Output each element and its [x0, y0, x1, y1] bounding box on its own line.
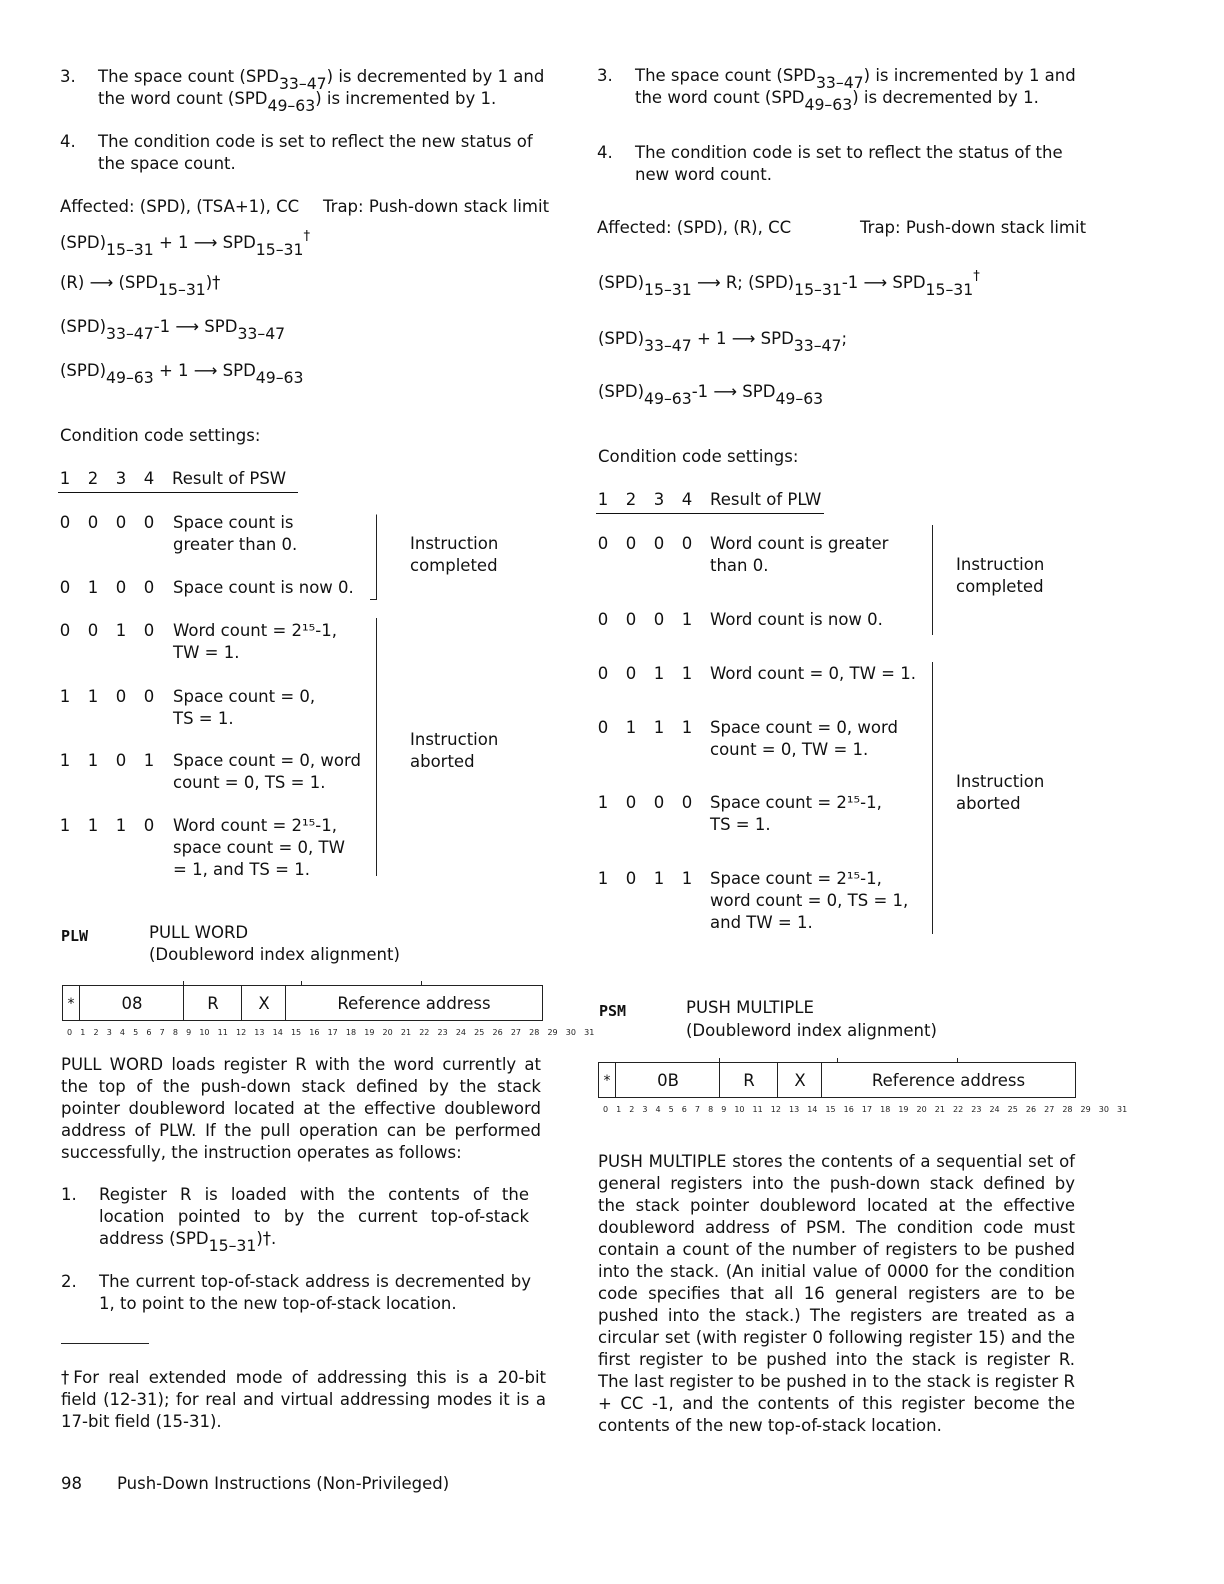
psm-alignment: (Doubleword index alignment): [686, 1021, 937, 1040]
left-cc-row: 0 0 0 0 Space count is greater than 0.: [59, 513, 298, 554]
left-formula-3: $(SPD)_{33-47}-1$ ⟶ $SPD_{33-47}$: [60, 317, 286, 344]
plw-mnemonic: PLW: [61, 927, 89, 945]
right-item-3: 3. The space count $(SPD_{33-47})$ is incremented by 1 and the word count $(SPD_{49-63})$ is decremented by 1.: [597, 66, 1076, 115]
label-instruction-completed: Instruction completed: [956, 555, 1045, 596]
running-footer: Push-Down Instructions (Non-Privileged): [117, 1474, 450, 1493]
right-trap: Trap: Push-down stack limit: [860, 218, 1087, 237]
psm-bit-numbers: 0 1 2 3 4 5 6 7 8 9 10 11 12 13 14 15 16 17 18 19 20 21 22 23 24 25 26 27 28 29 30 31: [603, 1105, 1128, 1114]
left-cc-title: Condition code settings:: [60, 426, 261, 445]
right-cc-row: 1 0 0 0 Space count = 2¹⁵-1, TS = 1.: [597, 793, 882, 834]
left-cc-row: 0 0 1 0 Word count = 2¹⁵-1, TW = 1.: [59, 621, 337, 662]
footnote: †For real extended mode of addressing this is a 20-bit field (12-31); for real and virtual addressing modes it is a 17-bit field (15-31).: [61, 1368, 546, 1431]
brace-aborted: [370, 618, 377, 876]
plw-step-2: 2. The current top-of-stack address is decremented by 1, to point to the new top-of-stack location.: [61, 1272, 531, 1313]
psm-instruction-word: * 0B R X Reference address 0 1 2 3 4 5 6 7 8 9 10 11 12 13 14 15 16 17 18 19 20 21 22 23 24 25 26 27 28 29 30 31: [598, 1062, 1076, 1098]
label-instruction-aborted: Instruction aborted: [956, 772, 1045, 813]
right-cc-title: Condition code settings:: [598, 447, 799, 466]
label-instruction-completed: Instruction completed: [410, 534, 499, 575]
plw-step-1: 1. Register R is loaded with the contents of the location pointed to by the current top-of-stack address $(SPD_{15-31})\dagger$.: [61, 1185, 529, 1256]
label-instruction-aborted: Instruction aborted: [410, 730, 499, 771]
brace-completed: [926, 525, 933, 635]
plw-description: PULL WORD loads register R with the word currently at the top of the push-down stack defined by the stack pointer doubleword located at the effective doubleword address of PLW. If the pull operation can be performed successfully, the instruction operates as follows:: [61, 1055, 541, 1162]
plw-alignment: (Doubleword index alignment): [149, 945, 400, 964]
right-formula-1: $(SPD)_{15-31}$ ⟶ R; $(SPD)_{15-31}-1$ ⟶ $SPD_{15-31}^\dagger$: [598, 269, 980, 300]
psm-name: PUSH MULTIPLE: [686, 998, 814, 1017]
right-formula-2: $(SPD)_{33-47} + 1$ ⟶ $SPD_{33-47}$;: [598, 329, 848, 356]
plw-bit-numbers: 0 1 2 3 4 5 6 7 8 9 10 11 12 13 14 15 16 17 18 19 20 21 22 23 24 25 26 27 28 29 30 31: [67, 1028, 595, 1037]
right-cc-row: 0 0 0 0 Word count is greater than 0.: [597, 534, 889, 575]
right-cc-row: 0 0 0 1 Word count is now 0.: [597, 610, 883, 629]
right-cc-header: 1 2 3 4 Result of PLW: [596, 489, 824, 514]
footnote-rule: [61, 1343, 149, 1344]
plw-name: PULL WORD: [149, 923, 249, 942]
left-formula-2: (R) ⟶ $(SPD_{15-31})\dagger$: [60, 273, 221, 300]
left-formula-4: $(SPD)_{49-63} + 1$ ⟶ $SPD_{49-63}$: [60, 361, 304, 388]
left-item-4: 4. The condition code is set to reflect the new status of the space count.: [60, 132, 533, 173]
psm-description: PUSH MULTIPLE stores the contents of a sequential set of general registers into the push-down stack defined by the stack pointer doubleword located at the effective doubleword address of PSM. The condition code must contain a count of the number of registers to be pushed into the stack. (An initial value of 0000 for the condition code specifies that all 16 general registers are to be pushed into the stack.) The registers are treated as a circular set (with register 0 following register 15) and the first register to be pushed into the stack is register R. The last register to be pushed in to the stack is register R + CC -1, and the contents of this register become the contents of the new top-of-stack location.: [598, 1152, 1075, 1435]
brace-aborted: [926, 662, 933, 934]
item-number: 3.: [60, 67, 76, 86]
left-affected: Affected: (SPD), (TSA+1), CC: [60, 197, 300, 216]
right-affected: Affected: (SPD), (R), CC: [597, 218, 792, 237]
left-cc-header: 1 2 3 4 Result of PSW: [58, 468, 298, 493]
right-item-4: 4. The condition code is set to reflect the status of the new word count.: [597, 143, 1063, 184]
left-cc-row: 0 1 0 0 Space count is now 0.: [59, 578, 354, 597]
right-cc-row: 1 0 1 1 Space count = 2¹⁵-1, word count = 0, TS = 1, and TW = 1.: [597, 869, 909, 932]
left-formula-1: $(SPD)_{15-31} + 1$ ⟶ $SPD_{15-31}^\dagger$: [60, 229, 311, 260]
right-cc-row: 0 1 1 1 Space count = 0, word count = 0, TW = 1.: [597, 718, 898, 759]
left-cc-row: 1 1 0 0 Space count = 0, TS = 1.: [59, 687, 316, 728]
left-cc-row: 1 1 0 1 Space count = 0, word count = 0, TS = 1.: [59, 751, 361, 792]
right-formula-3: $(SPD)_{49-63}-1$ ⟶ $SPD_{49-63}$: [598, 382, 824, 409]
right-cc-row: 0 0 1 1 Word count = 0, TW = 1.: [597, 664, 916, 683]
item-number: 4.: [60, 132, 76, 151]
plw-instruction-word: * 08 R X Reference address 0 1 2 3 4 5 6 7 8 9 10 11 12 13 14 15 16 17 18 19 20 21 22 23 24 25 26 27 28 29 30 31: [62, 985, 543, 1021]
brace-completed: [370, 514, 377, 600]
left-item-3: 3. The space count $(SPD_{33-47})$ is decremented by 1 and the word count $(SPD_{49-63})$ is incremented by 1.: [60, 67, 545, 116]
left-trap: Trap: Push-down stack limit: [323, 197, 550, 216]
left-cc-row: 1 1 1 0 Word count = 2¹⁵-1, space count = 0, TW = 1, and TS = 1.: [59, 816, 345, 879]
psm-mnemonic: PSM: [599, 1002, 627, 1020]
page-number: 98: [61, 1474, 82, 1493]
